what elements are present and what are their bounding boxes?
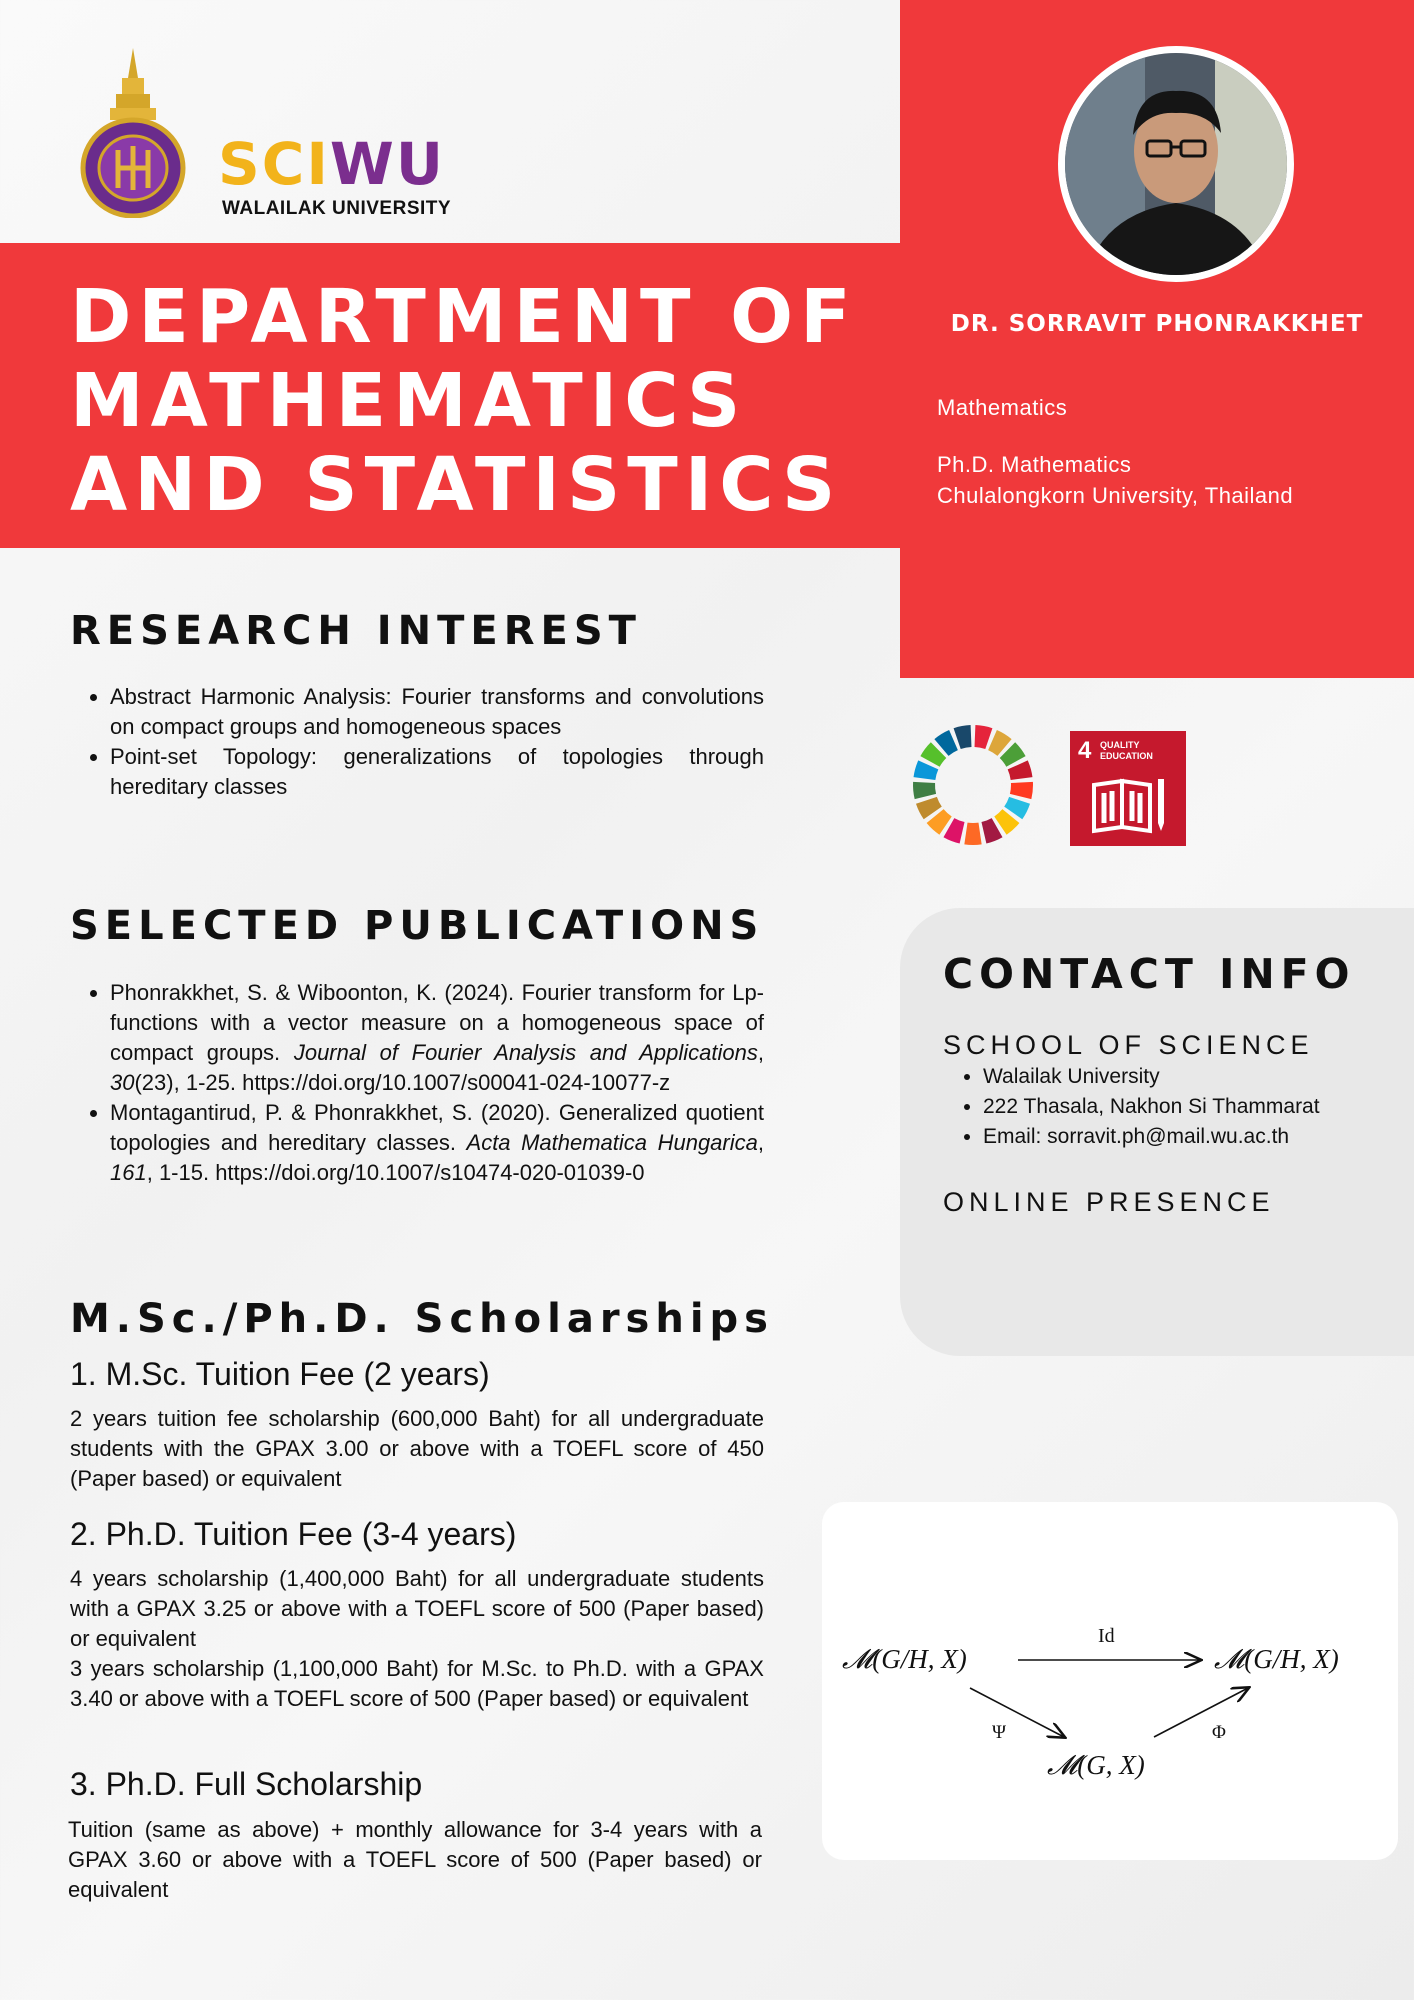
publication-volume: 30 (110, 1070, 135, 1095)
research-item: • Abstract Harmonic Analysis: Fourier transforms and convolutions on compact groups and homogeneous spaces (110, 682, 764, 742)
profile-institution: Chulalongkorn University, Thailand (937, 483, 1294, 508)
publication-volume: 161 (110, 1160, 147, 1185)
university-name: WALAILAK UNIVERSITY (222, 198, 452, 219)
diagram-left-node: 𝓜(G/H, X) (842, 1644, 967, 1674)
diagram-right-arrow (1154, 1688, 1248, 1737)
diagram-right-node: 𝓜(G/H, X) (1214, 1644, 1339, 1674)
logo-wu: WU (329, 130, 445, 198)
scholarship-2-text-a: 4 years scholarship (1,400,000 Baht) for all undergraduate students with a GPAX 3.25 or above with a TOEFL score of 500 (Paper based) or equivalent (70, 1566, 764, 1651)
sdg4-number: 4 (1078, 737, 1092, 764)
publication-citation: Montagantirud, P. & Phonrakkhet, S. (2020). Generalized quotient topologies and hereditary classes. (110, 1100, 764, 1155)
publication-separator: , (757, 1040, 764, 1065)
publication-details: , 1-15. https://doi.org/10.1007/s10474-020-01039-0 (146, 1160, 645, 1185)
sdg-wheel-segment (1010, 782, 1033, 799)
school-of-science-label: SCHOOL OF SCIENCE (943, 1030, 1314, 1060)
scholarship-3-title: 3. Ph.D. Full Scholarship (70, 1766, 423, 1802)
sdg4-quality-education-icon (1070, 731, 1186, 846)
profile-field: Mathematics (937, 395, 1068, 420)
research-interest-title: RESEARCH INTEREST (70, 608, 642, 654)
publication-journal: Acta Mathematica Hungarica (466, 1130, 758, 1155)
commutative-diagram (822, 1502, 1398, 1860)
sdg-wheel-segment (913, 782, 936, 799)
logo-sci: SCI (218, 130, 330, 198)
commutative-diagram-card (822, 1502, 1398, 1860)
scholarship-3-text: Tuition (same as above) + monthly allowance for 3-4 years with a GPAX 3.60 or above with a TOEFL score of 500 (Paper based) or equivalent (68, 1817, 762, 1902)
diagram-left-arrow (970, 1688, 1064, 1737)
scholarship-1-text: 2 years tuition fee scholarship (600,000 Baht) for all undergraduate students with the GPAX 3.00 or above with a TOEFL score of 450 (Paper based) or equivalent (70, 1406, 764, 1491)
online-presence-label: ONLINE PRESENCE (943, 1187, 1275, 1217)
diagram-top-arrow-label: Id (1098, 1625, 1115, 1647)
scholarship-2-title: 2. Ph.D. Tuition Fee (3-4 years) (70, 1516, 517, 1552)
sdg-wheel-segment (964, 823, 981, 845)
contact-list (943, 1062, 1413, 1152)
profile-name: DR. SORRAVIT PHONRAKKHET (950, 311, 1364, 337)
book-pencil-icon (1090, 775, 1170, 835)
sdg4-label-line2: EDUCATION (1100, 751, 1153, 761)
sdg-wheel-icon (912, 724, 1034, 846)
contact-item: • 222 Thasala, Nakhon Si Thammarat (983, 1092, 1413, 1122)
sdg-wheel-segment (954, 725, 972, 749)
scholarships-title: M.Sc./Ph.D. Scholarships (70, 1296, 774, 1342)
profile-degree: Ph.D. Mathematics (937, 452, 1132, 477)
sdg-wheel-segment (975, 725, 993, 749)
sdg4-label (1100, 740, 1153, 762)
publication-details: (23), 1-25. https://doi.org/10.1007/s00041-024-10077-z (134, 1070, 671, 1095)
contact-info-title: CONTACT INFO (943, 950, 1356, 998)
selected-publications-title: SELECTED PUBLICATIONS (70, 903, 765, 949)
publication-journal: Journal of Fourier Analysis and Applications (293, 1040, 758, 1065)
sciwu-logo (218, 130, 445, 198)
publication-list (70, 978, 764, 1188)
publication-separator: , (757, 1130, 764, 1155)
contact-item: • Walailak University (983, 1062, 1413, 1092)
research-item: • Point-set Topology: generalizations of topologies through hereditary classes (110, 742, 764, 802)
research-interest-list (70, 682, 764, 802)
sdg4-label-line1: QUALITY (1100, 740, 1140, 750)
department-title: DEPARTMENT OF MATHEMATICS AND STATISTICS (70, 274, 858, 528)
diagram-left-arrow-label: Ψ (992, 1722, 1007, 1743)
publication-item (110, 1098, 764, 1188)
profile-photo (1058, 46, 1294, 282)
scholarship-2-text-b: 3 years scholarship (1,100,000 Baht) for M.Sc. to Ph.D. with a GPAX 3.40 or above with a TOEFL score of 500 (Paper based) or equivalent (70, 1656, 764, 1711)
scholarship-1-title: 1. M.Sc. Tuition Fee (2 years) (70, 1356, 490, 1392)
contact-email[interactable]: • Email: sorravit.ph@mail.wu.ac.th (983, 1122, 1413, 1152)
diagram-bottom-node: 𝓜(G, X) (1047, 1750, 1145, 1780)
university-crest-icon (78, 48, 188, 218)
publication-item (110, 978, 764, 1098)
publication-citation: Phonrakkhet, S. & Wiboonton, K. (2024). Fourier transform for Lp-functions with a vector measure on a homogeneous space of compact groups. (110, 980, 764, 1065)
diagram-right-arrow-label: Φ (1212, 1722, 1226, 1743)
